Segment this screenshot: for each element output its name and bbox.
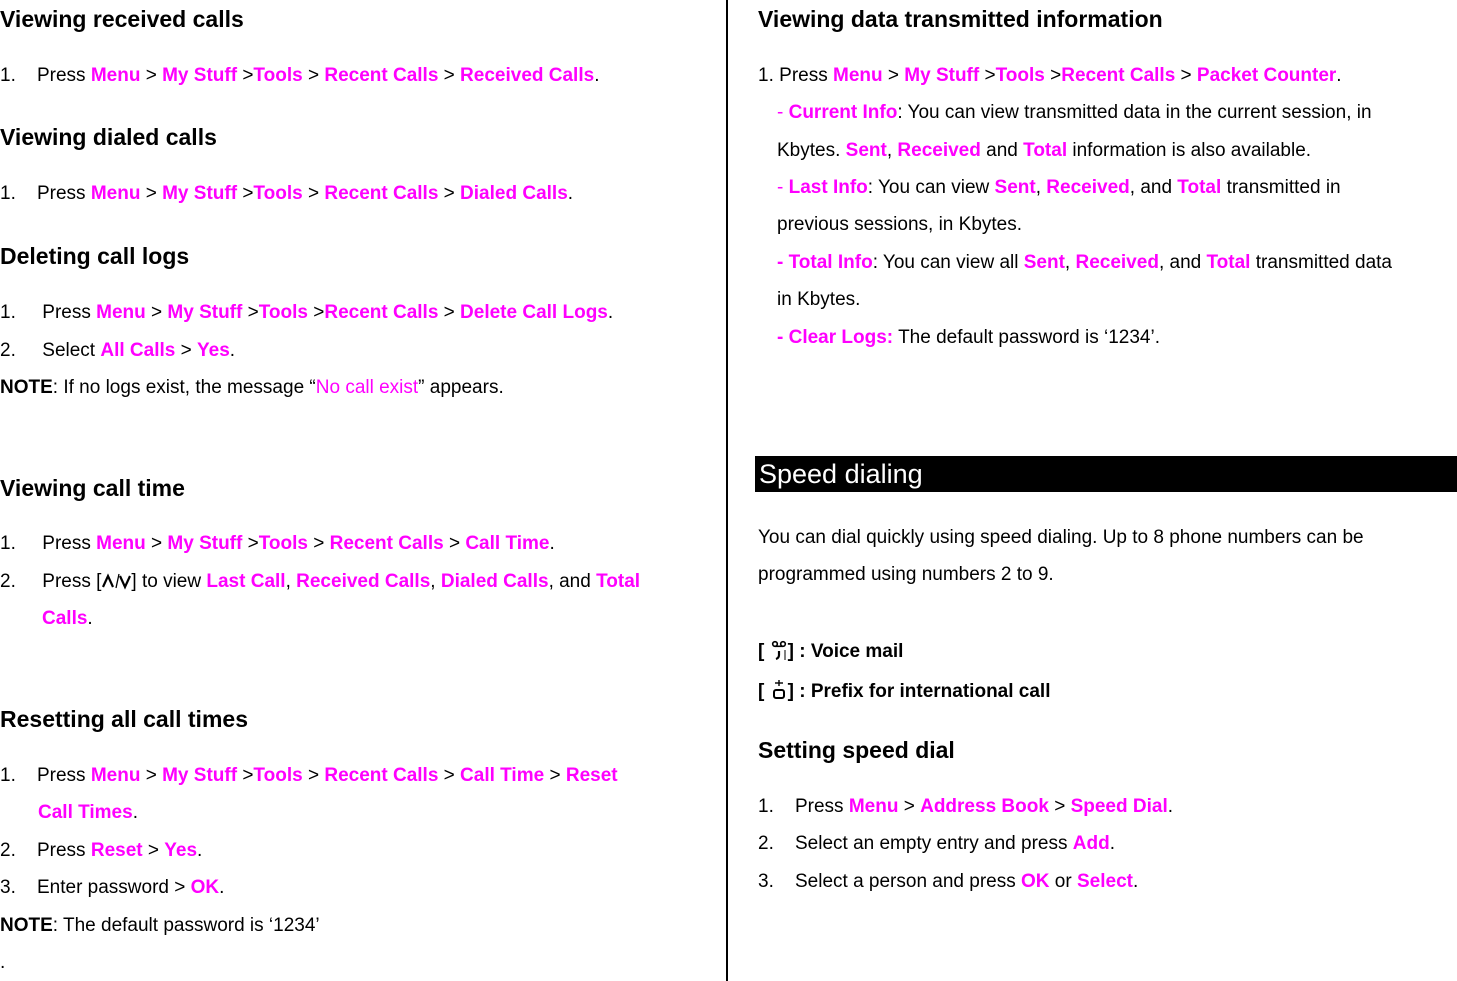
trailing-period: . [0,952,6,973]
last-info-line-1: - Last Info: You can view Sent, Received, and Total transmitted in [777,177,1341,198]
total-info-line-1: - Total Info: You can view all Sent, Received, and Total transmitted data [777,252,1392,273]
last-info-line-2: previous sessions, in Kbytes. [777,214,1023,235]
note-no-logs: NOTE: If no logs exist, the message “No call exist” appears. [0,377,504,398]
step-delete-2: 2. Select All Calls > Yes. [0,340,236,361]
note-default-password: NOTE: The default password is ‘1234’ [0,915,320,936]
clear-logs-line: - Clear Logs: The default password is ‘1234’. [777,327,1160,348]
column-divider [726,0,728,981]
current-info-line-1: - Current Info: You can view transmitted data in the current session, in [777,102,1372,123]
voicemail-key-line: [ ] : Voice mail [758,641,904,662]
step-dialed-1: 1. Press Menu > My Stuff >Tools > Recent Calls > Dialed Calls. [0,183,574,204]
heading-setting-speed-dial: Setting speed dial [758,737,955,763]
step-delete-1: 1. Press Menu > My Stuff >Tools >Recent Calls > Delete Call Logs. [0,302,614,323]
step-speed-1: 1. Press Menu > Address Book > Speed Dial. [758,796,1174,817]
speed-dialing-banner: Speed dialing [755,456,1457,492]
zero-plus-key-icon [770,680,788,700]
current-info-line-2: Kbytes. Sent, Received and Total information is also available. [777,140,1312,161]
step-reset-1: 1. Press Menu > My Stuff >Tools > Recent Calls > Call Time > Reset [0,765,618,786]
up-down-key-icon [101,572,131,590]
heading-received-calls: Viewing received calls [0,6,244,32]
heading-data-transmitted: Viewing data transmitted information [758,6,1163,32]
speed-intro-line-2: programmed using numbers 2 to 9. [758,564,1054,585]
heading-reset-call-times: Resetting all call times [0,706,248,732]
step-calltime-1: 1. Press Menu > My Stuff >Tools > Recent Calls > Call Time. [0,533,555,554]
step-reset-2: 2. Press Reset > Yes. [0,840,203,861]
speed-intro-line-1: You can dial quickly using speed dialing. Up to 8 phone numbers can be [758,527,1364,548]
step-data-1: 1. Press Menu > My Stuff >Tools >Recent Calls > Packet Counter. [758,65,1342,86]
heading-dialed-calls: Viewing dialed calls [0,124,217,150]
prefix-key-line: [ ] : Prefix for international call [758,681,1051,702]
step-received-1: 1. Press Menu > My Stuff >Tools > Recent Calls > Received Calls. [0,65,600,86]
total-info-line-2: in Kbytes. [777,289,861,310]
step-speed-3: 3. Select a person and press OK or Select. [758,871,1139,892]
step-reset-3: 3. Enter password > OK. [0,877,225,898]
step-calltime-2: 2. Press [ ] to view Last Call, Received Calls, Dialed Calls, and Total [0,571,641,592]
step-reset-1-cont: Call Times. [38,802,138,823]
voicemail-key-icon [770,640,788,660]
step-calltime-2-cont: Calls. [42,608,93,629]
step-speed-2: 2. Select an empty entry and press Add. [758,833,1115,854]
heading-call-time: Viewing call time [0,475,185,501]
heading-deleting-call-logs: Deleting call logs [0,243,190,269]
